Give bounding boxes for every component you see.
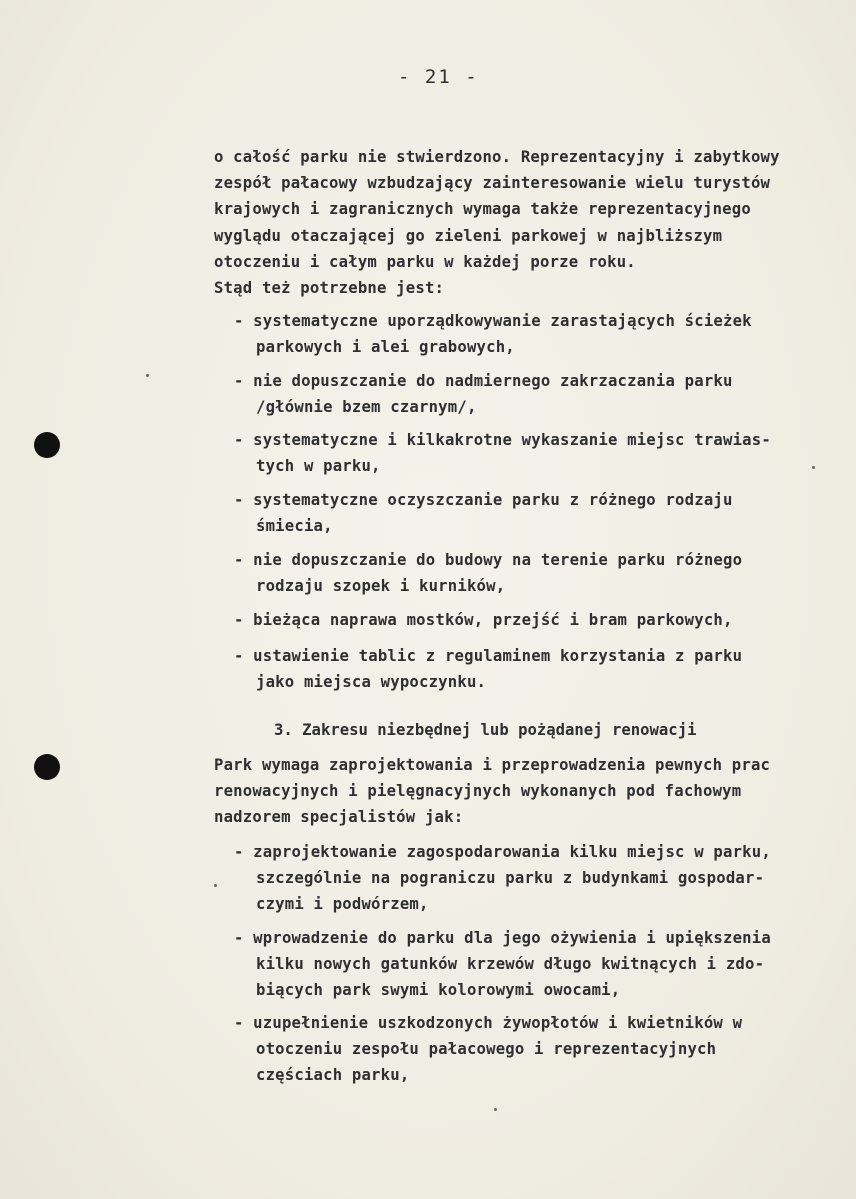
paragraph-line: zespół pałacowy wzbudzający zainteresowanie wielu turystów — [214, 174, 771, 192]
list-item: - uzupełnienie uszkodzonych żywopłotów i kwietników w — [234, 1014, 743, 1032]
list-item: kilku nowych gatunków krzewów długo kwitnących i zdo- — [256, 955, 765, 973]
list-item: rodzaju szopek i kurników, — [256, 577, 506, 595]
list-item: /głównie bzem czarnym/, — [256, 398, 477, 416]
list-item: śmiecia, — [256, 517, 333, 535]
paragraph-line: krajowych i zagranicznych wymaga także reprezentacyjnego — [214, 200, 751, 218]
list-item: - bieżąca naprawa mostków, przejść i bram parkowych, — [234, 611, 733, 629]
list-item: - ustawienie tablic z regulaminem korzystania z parku — [234, 647, 743, 665]
paper-speck — [214, 884, 217, 887]
paragraph-line: Stąd też potrzebne jest: — [214, 279, 445, 297]
list-item: częściach parku, — [256, 1066, 410, 1084]
list-item: tych w parku, — [256, 457, 381, 475]
punch-hole-top — [34, 432, 60, 458]
list-item: - nie dopuszczanie do budowy na terenie parku różnego — [234, 551, 743, 569]
paper-speck — [812, 466, 815, 469]
paper-speck — [494, 1108, 497, 1111]
list-item: - nie dopuszczanie do nadmiernego zakrzaczania parku — [234, 372, 733, 390]
list-item: parkowych i alei grabowych, — [256, 338, 515, 356]
list-item: jako miejsca wypoczynku. — [256, 673, 487, 691]
paragraph-line: renowacyjnych i pielęgnacyjnych wykonanych pod fachowym — [214, 782, 742, 800]
paper-speck — [146, 374, 149, 377]
paragraph-line: Park wymaga zaprojektowania i przeprowadzenia pewnych prac — [214, 756, 771, 774]
list-item: - wprowadzenie do parku dla jego ożywienia i upiększenia — [234, 929, 771, 947]
list-item: - zaprojektowanie zagospodarowania kilku miejsc w parku, — [234, 843, 771, 861]
list-item: - systematyczne uporządkowywanie zarastających ścieżek — [234, 312, 752, 330]
list-item: biących park swymi kolorowymi owocami, — [256, 981, 621, 999]
list-item: szczególnie na pograniczu parku z budynkami gospodar- — [256, 869, 765, 887]
list-item: - systematyczne i kilkakrotne wykaszanie miejsc trawias- — [234, 431, 771, 449]
list-item: otoczeniu zespołu pałacowego i reprezentacyjnych — [256, 1040, 717, 1058]
paragraph-line: wyglądu otaczającej go zieleni parkowej w najbliższym — [214, 227, 723, 245]
page-number: - 21 - — [398, 66, 479, 88]
section-heading: 3. Zakresu niezbędnej lub pożądanej renowacji — [274, 721, 697, 739]
punch-hole-bottom — [34, 754, 60, 780]
paragraph-line: nadzorem specjalistów jak: — [214, 808, 464, 826]
paragraph-line: o całość parku nie stwierdzono. Reprezentacyjny i zabytkowy — [214, 148, 780, 166]
list-item: - systematyczne oczyszczanie parku z różnego rodzaju — [234, 491, 733, 509]
paragraph-line: otoczeniu i całym parku w każdej porze roku. — [214, 253, 636, 271]
list-item: czymi i podwórzem, — [256, 895, 429, 913]
